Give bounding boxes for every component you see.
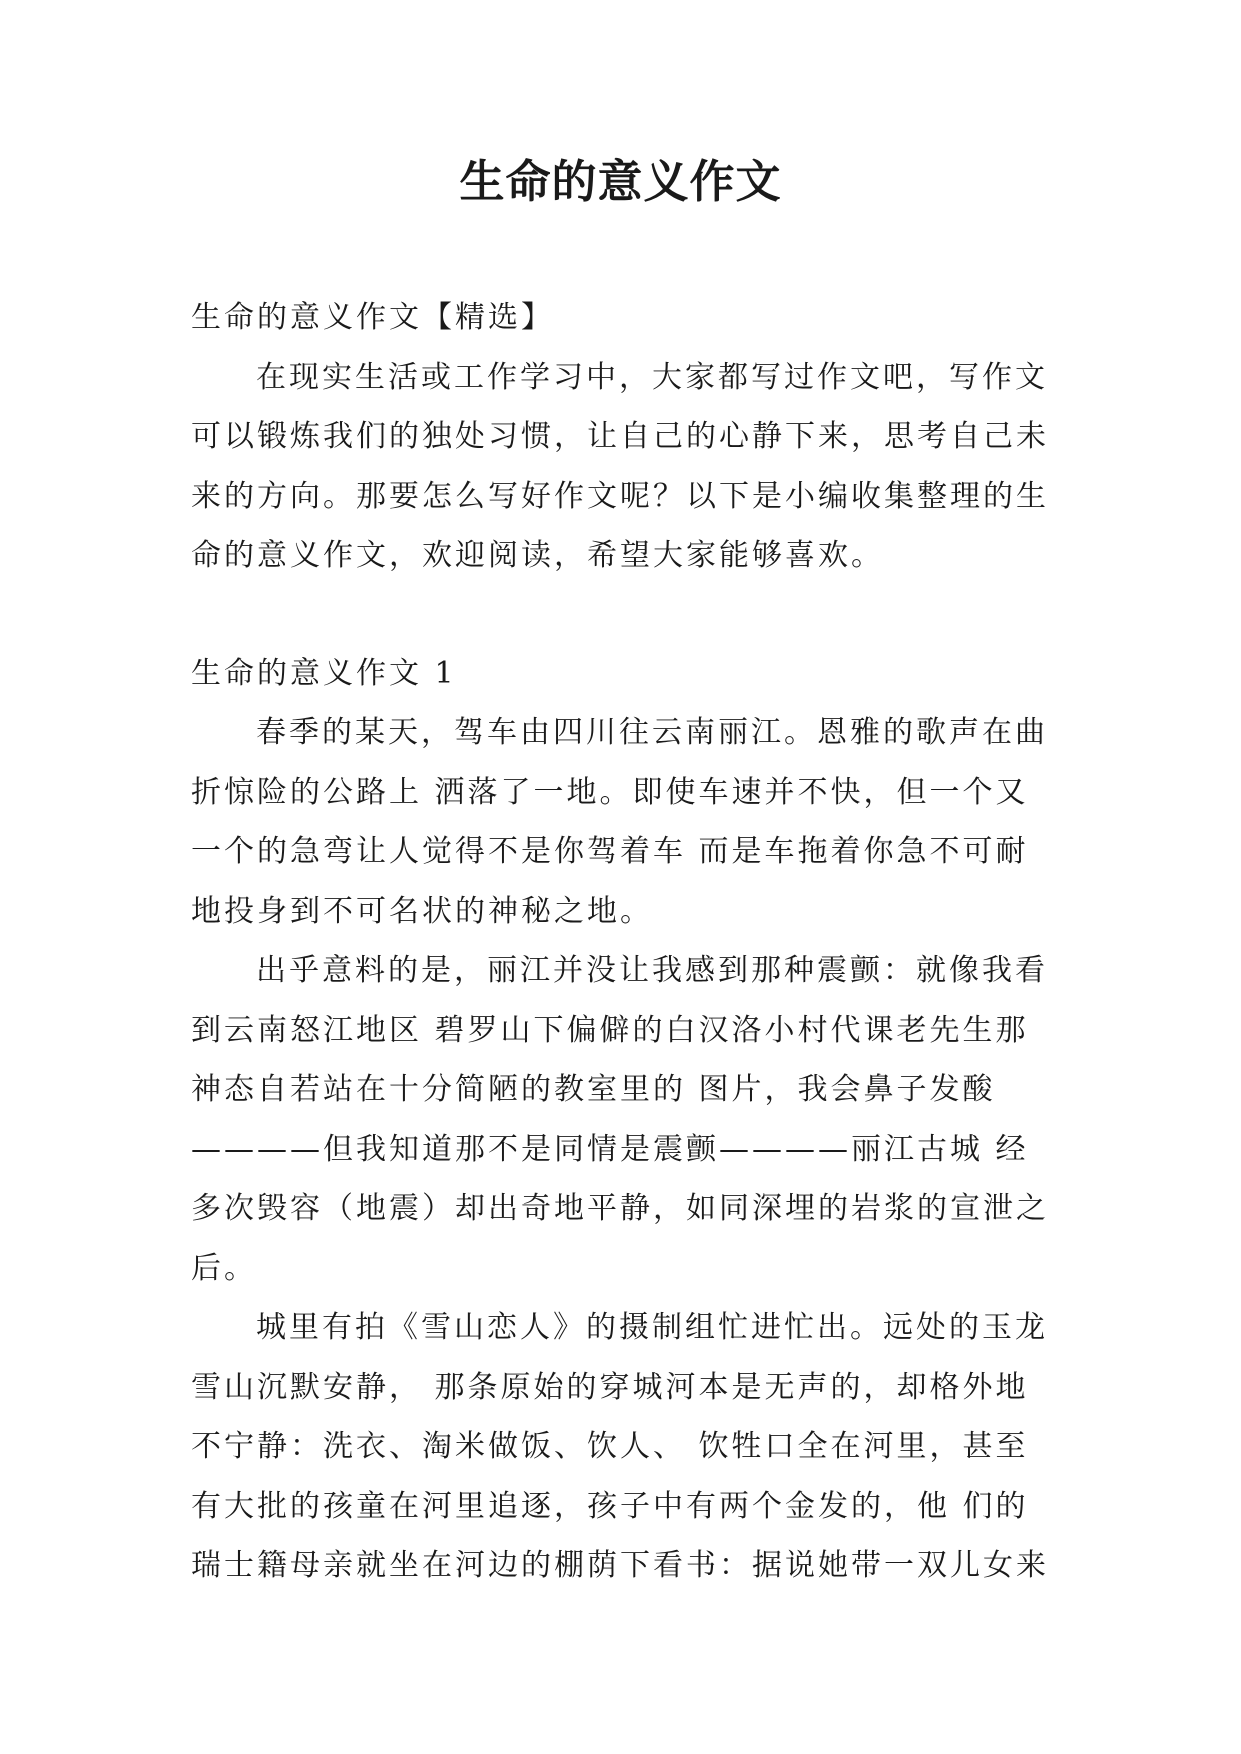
paragraph-3 <box>191 1298 1051 1596</box>
document-subtitle: 生命的意义作文【精选】 <box>191 300 554 335</box>
paragraph-2-line-6: 后。 <box>191 1250 257 1286</box>
paragraph-3-line-4: 有大批的孩童在河里追逐，孩子中有两个金发的，他 们的 <box>191 1488 1029 1524</box>
paragraph-3-line-5: 瑞士籍母亲就坐在河边的棚荫下看书：据说她带一双儿女来 <box>191 1548 1049 1583</box>
paragraph-2-line-3: 神态自若站在十分简陋的教室里的 图片，我会鼻子发酸 <box>191 1072 996 1107</box>
paragraph-1-line-3: 一个的急弯让人觉得不是你驾着车 而是车拖着你急不可耐 <box>191 834 1029 869</box>
paragraph-1-line-4: 地投身到不可名状的神秘之地。 <box>191 893 653 929</box>
intro-line-2: 可以锻炼我们的独处习惯，让自己的心静下来，思考自己未 <box>191 419 1049 454</box>
paragraph-1-line-2: 折惊险的公路上 洒落了一地。即使车速并不快，但一个又 <box>191 774 1029 810</box>
paragraph-3-line-2: 雪山沉默安静， 那条原始的穿城河本是无声的，却格外地 <box>191 1369 1029 1405</box>
paragraph-3-line-1: 城里有拍《雪山恋人》的摄制组忙进忙出。远处的玉龙 <box>256 1310 1048 1345</box>
intro-line-1: 在现实生活或工作学习中，大家都写过作文吧，写作文 <box>256 359 1048 395</box>
paragraph-1 <box>191 703 1051 941</box>
paragraph-1-line-1: 春季的某天，驾车由四川往云南丽江。恩雅的歌声在曲 <box>256 715 1048 750</box>
paragraph-2-line-2: 到云南怒江地区 碧罗山下偏僻的白汉洛小村代课老先生那 <box>191 1012 1029 1048</box>
document-title: 生命的意义作文 <box>459 155 782 208</box>
section-gap <box>191 586 1051 644</box>
paragraph-3-line-3: 不宁静：洗衣、淘米做饭、饮人、 饮牲口全在河里，甚至 <box>191 1429 1029 1464</box>
intro-line-4: 命的意义作文，欢迎阅读，希望大家能够喜欢。 <box>191 538 884 573</box>
document-body <box>191 288 1051 1596</box>
paragraph-2 <box>191 941 1051 1298</box>
paragraph-2-line-5: 多次毁容（地震）却出奇地平静，如同深埋的岩浆的宣泄之 <box>191 1191 1049 1226</box>
paragraph-2-line-4: ————但我知道那不是同情是震颤————丽江古城 经 <box>191 1131 1029 1167</box>
intro-paragraph <box>191 348 1051 586</box>
paragraph-2-line-1: 出乎意料的是，丽江并没让我感到那种震颤：就像我看 <box>256 953 1048 988</box>
intro-line-3: 来的方向。那要怎么写好作文呢？以下是小编收集整理的生 <box>191 478 1049 514</box>
section-heading: 生命的意义作文 1 <box>191 655 457 691</box>
